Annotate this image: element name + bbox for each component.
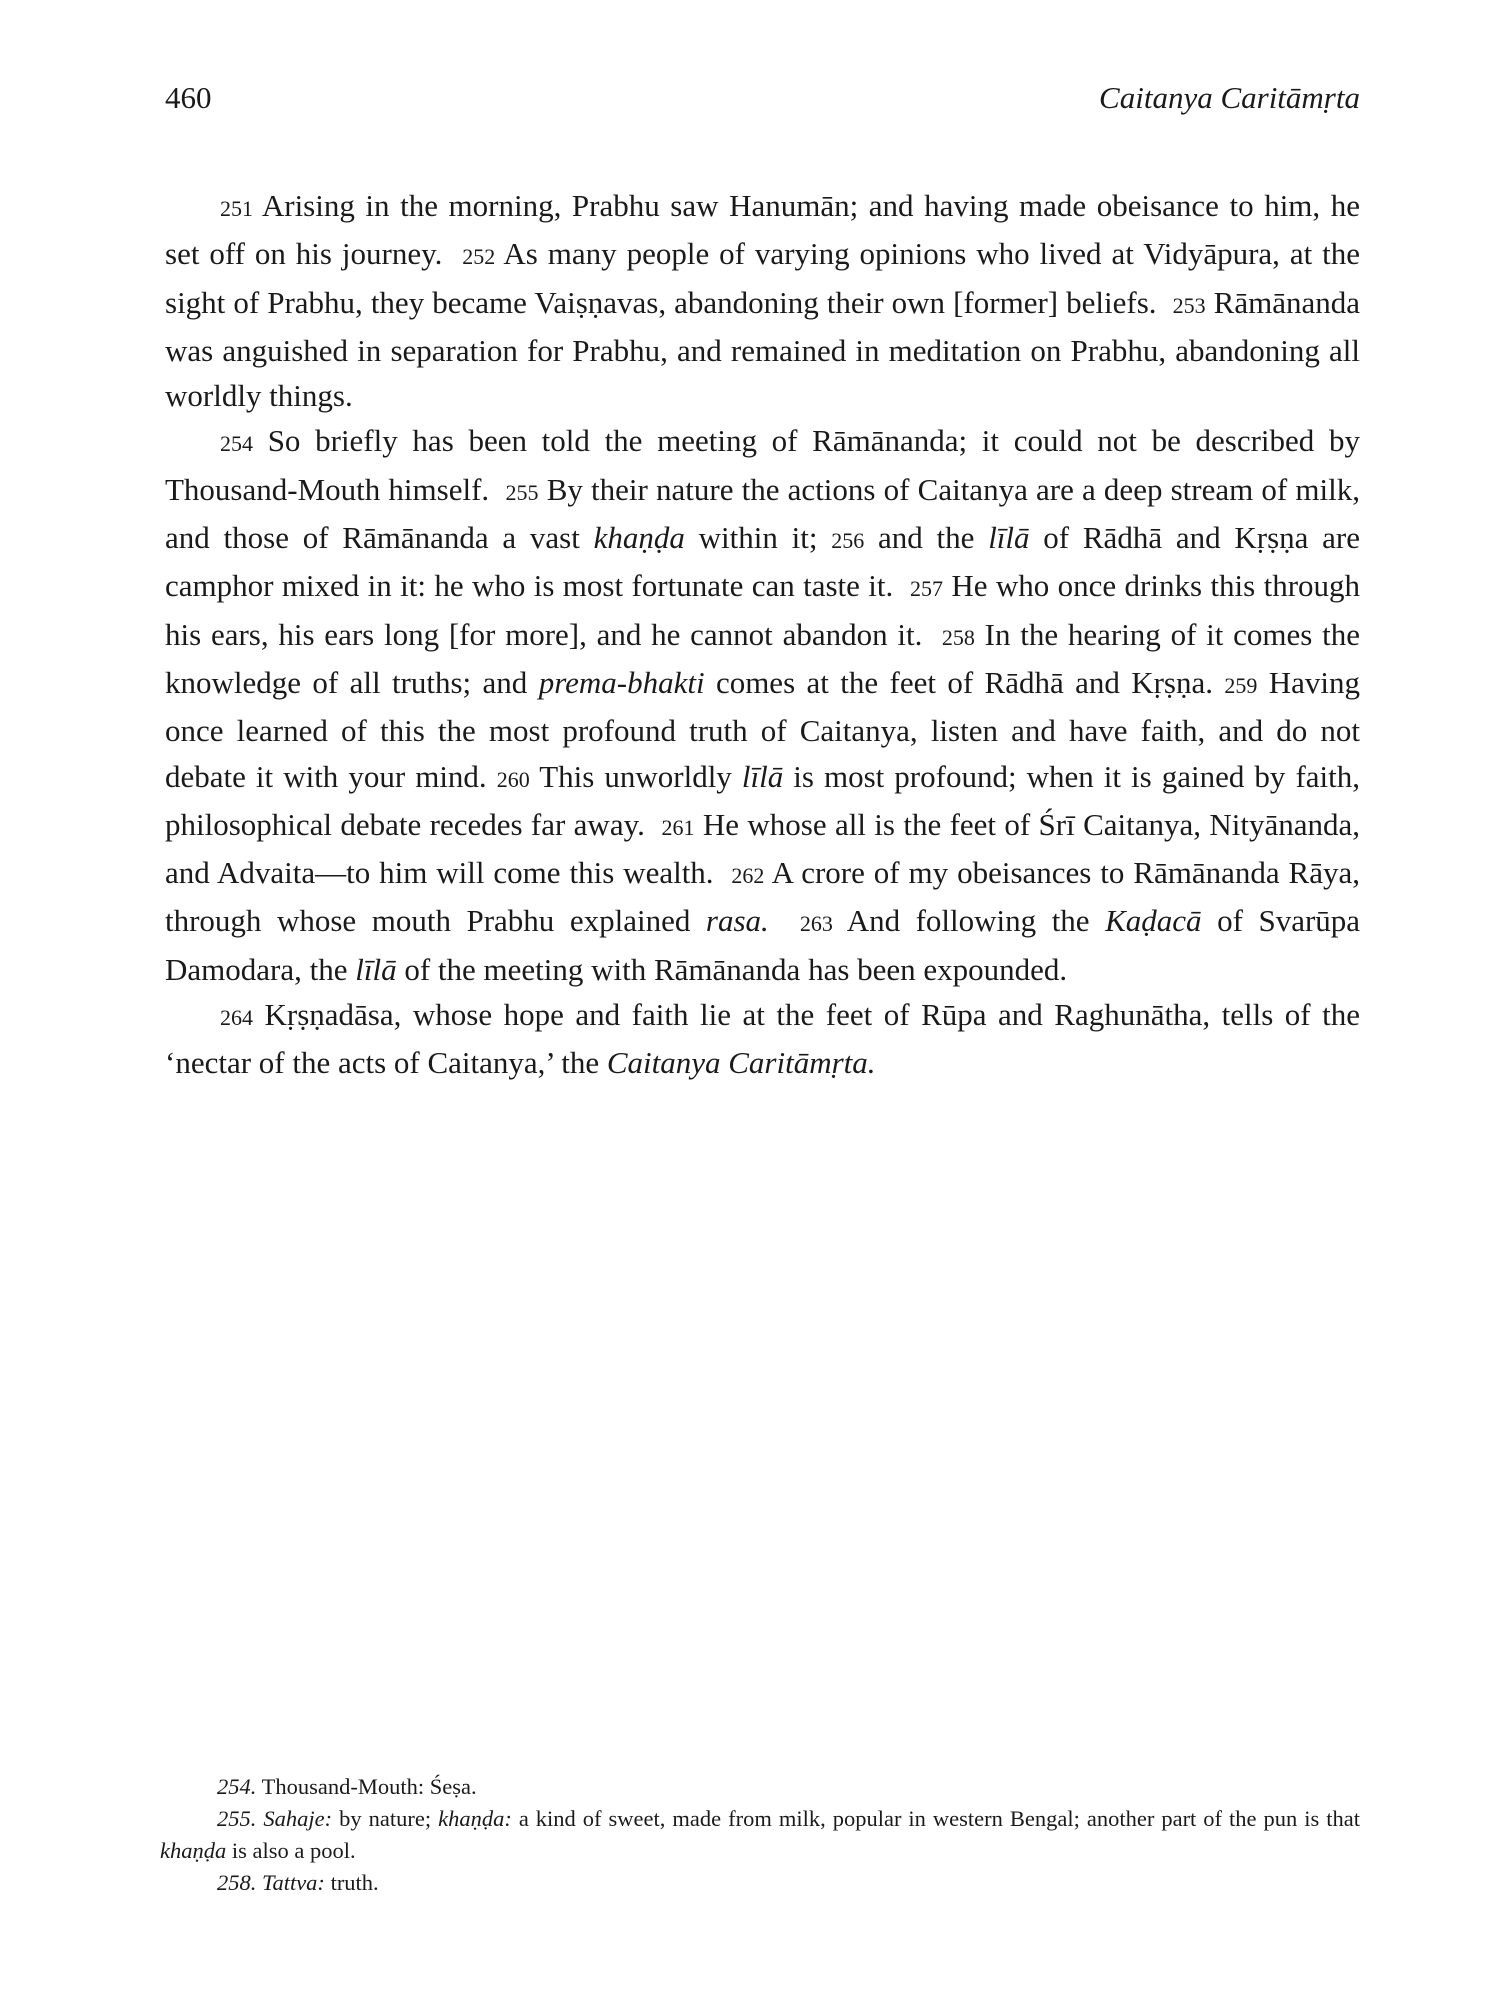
footnote-text: truth. [330, 1870, 379, 1895]
italic-term: līlā [741, 758, 784, 794]
verse-text: and the [878, 520, 975, 556]
footnote-number: 258. [217, 1870, 257, 1895]
paragraph-251-253 [165, 183, 1360, 418]
verse-number: 254 [220, 431, 253, 457]
verse-number: 251 [220, 196, 253, 221]
verse-text: This unworldly [539, 758, 732, 794]
verse-text: comes at the feet of Rādhā and Kṛṣṇa. [715, 664, 1213, 700]
verse-number: 255 [505, 479, 539, 505]
verse-number: 257 [910, 576, 944, 602]
footnote-number: 254. [217, 1774, 257, 1799]
verse-text: of Rādhā and Kṛṣṇa are camphor mixed in it: he who is most fortunate can taste it. [165, 520, 1361, 604]
footnote-text: by nature; [339, 1806, 432, 1831]
italic-term: līlā [988, 520, 1030, 556]
verse-number: 260 [496, 766, 530, 792]
page-header [165, 80, 1360, 130]
running-title: Caitanya Caritāmṛta [1099, 80, 1360, 115]
footnote-term: Sahaje: [263, 1806, 333, 1831]
verse-number: 253 [1172, 292, 1206, 318]
verse-text: Rāmānanda was anguished in separation for Prabhu, and remained in meditation on Prabhu, abandoning all worldly things. [165, 284, 1360, 414]
paragraph-254-263 [165, 418, 1360, 992]
page-number: 460 [165, 80, 212, 115]
footnote-term: khaṇḍa [160, 1838, 227, 1863]
verse-text: Arising in the morning, Prabhu saw Hanumān; and having made obeisance to him, he set off on his journey. [165, 188, 1360, 272]
verse-number: 259 [1224, 672, 1258, 698]
verse-number: 263 [799, 911, 833, 937]
footnote-text: Thousand-Mouth: Śeṣa. [261, 1774, 477, 1799]
verse-text: So briefly has been told the meeting of Rāmānanda; it could not be described by Thousand-Mouth himself. [165, 423, 1360, 507]
verse-number: 258 [941, 624, 975, 650]
footnote-term: khaṇḍa: [438, 1806, 512, 1831]
footnote-number: 255. [217, 1806, 257, 1831]
footnote-255 [160, 1803, 1360, 1867]
italic-term: Kaḍacā [1105, 903, 1202, 939]
verse-text: within it; [698, 520, 818, 556]
verse-number: 261 [661, 814, 695, 840]
verse-text: Kṛṣṇadāsa, whose hope and faith lie at the feet of Rūpa and Raghunātha, tells of the ‘nectar of the acts of Caitanya,’ the [165, 997, 1361, 1081]
footnote-text: is also a pool. [231, 1838, 356, 1863]
verse-text: He whose all is the feet of Śrī Caitanya, Nityānanda, and Advaita—to him will come this wealth. [165, 806, 1361, 891]
verse-text: of the meeting with Rāmānanda has been expounded. [404, 951, 1068, 987]
italic-term: līlā [355, 951, 397, 987]
footnotes [160, 1771, 1360, 1899]
italic-term: khaṇḍa [593, 520, 685, 556]
verse-text: of Svarūpa Damodara, the [165, 903, 1361, 987]
verse-text: As many people of varying opinions who lived at Vidyāpura, at the sight of Prabhu, they became Vaiṣṇavas, abandoning their own [former] beliefs. [165, 236, 1361, 320]
verse-number: 252 [462, 244, 496, 270]
verse-number: 256 [831, 528, 865, 554]
footnote-254 [160, 1771, 1360, 1803]
footnote-term: Tattva: [262, 1870, 325, 1895]
italic-title: Caitanya Caritāmṛta. [606, 1045, 876, 1081]
verse-text: Having once learned of this the most profound truth of Caitanya, listen and have faith, and do not debate it with your mind. [165, 664, 1361, 794]
italic-term: prema-bhakti [538, 664, 705, 700]
footnote-text: a kind of sweet, made from milk, popular in western Bengal; another part of the pun is that [518, 1806, 1361, 1831]
footnote-258 [160, 1867, 1360, 1899]
paragraph-264 [165, 992, 1360, 1086]
main-text [165, 183, 1360, 1086]
verse-text: By their nature the actions of Caitanya are a deep stream of milk, and those of Rāmānanda a vast [165, 471, 1361, 556]
verse-text: A crore of my obeisances to Rāmānanda Rāya, through whose mouth Prabhu explained [165, 855, 1360, 939]
italic-term: rasa. [705, 903, 769, 939]
verse-number: 264 [220, 1005, 253, 1031]
verse-text: And following the [846, 903, 1090, 939]
verse-text: In the hearing of it comes the knowledge of all truths; and [165, 616, 1360, 700]
verse-text: is most profound; when it is gained by faith, philosophical debate recedes far away. [165, 758, 1361, 842]
verse-text: He who once drinks this through his ears, his ears long [for more], and he cannot abandon it. [165, 568, 1361, 652]
verse-number: 262 [731, 863, 765, 889]
